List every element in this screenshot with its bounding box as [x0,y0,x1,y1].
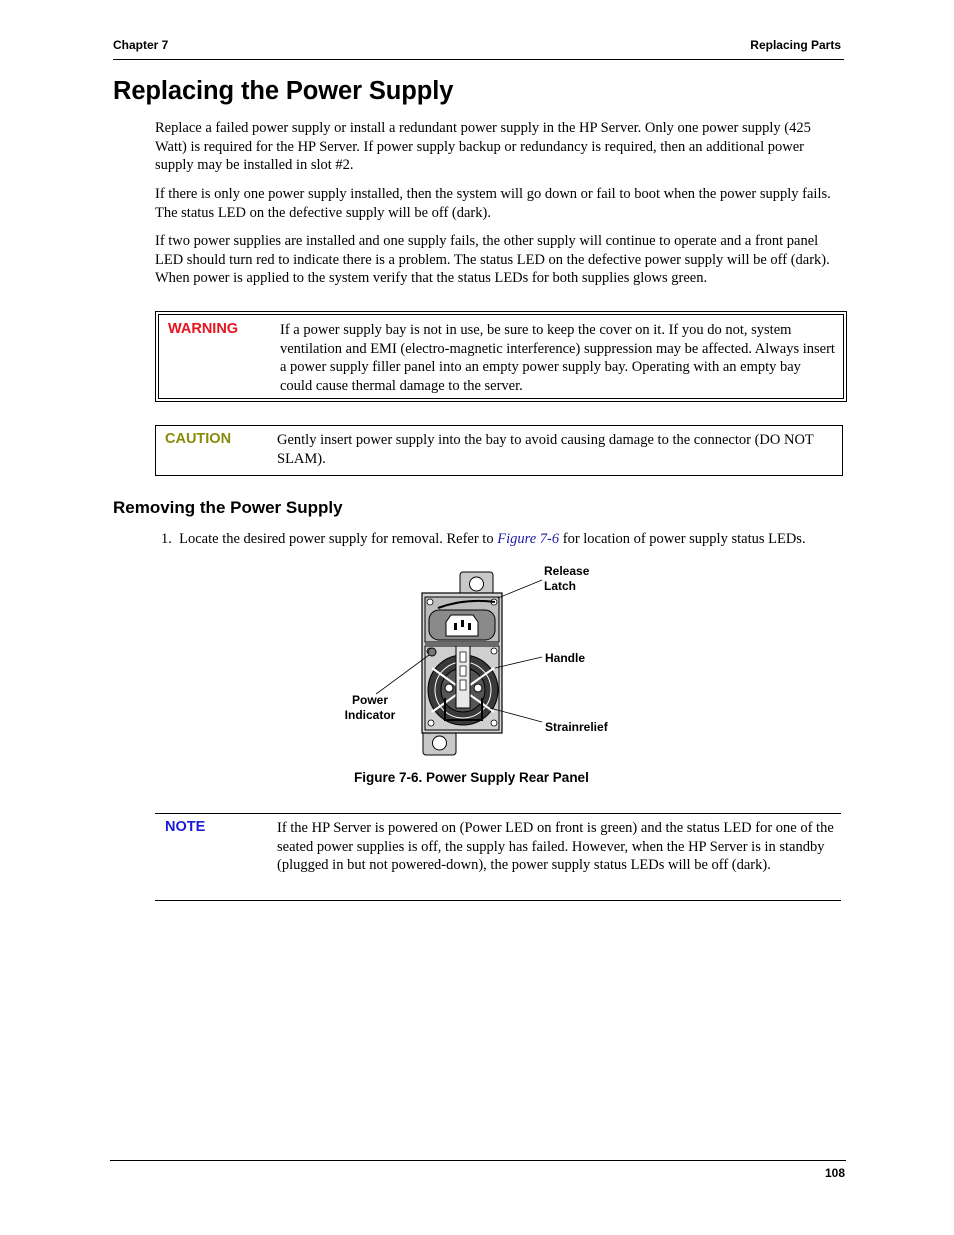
section-label: Replacing Parts [750,38,841,52]
chapter-label: Chapter 7 [113,38,169,52]
header-rule [113,59,844,60]
figure-link[interactable]: Figure 7-6 [497,531,560,547]
warning-text: If a power supply bay is not in use, be sure to keep the cover on it. If you do not, system ventilation and EMI (electro-magnetic interference) suppression may be affected. Always insert a power supply filler panel into an empty power supply bay. Operating with an empty bay could cause thermal damage to the server. [280,322,835,395]
caution-label: CAUTION [165,431,232,447]
power-supply-figure [330,560,630,765]
release-label-line1: Release [544,564,590,578]
note-label: NOTE [165,819,206,835]
note-bottom-rule [155,900,841,901]
release-latch-label [544,564,589,594]
note-top-rule [155,813,841,814]
intro-paragraph-3: If two power supplies are installed and one supply fails, the other supply will continue to operate and a front panel LED should turn red to indicate there is a problem. The status LED on the defective power supply will be off (dark). When power is applied to the system verify that the status LEDs for both supplies glows green. [155,233,830,287]
page-number: 108 [824,1166,845,1180]
power-indicator-label [343,693,397,723]
intro-paragraph-1: Replace a failed power supply or install a redundant power supply in the HP Server. Only one power supply (425 Watt) is required for the HP Server. If power supply backup or redundancy is required, then an additional power supply may be installed in slot #2. [155,120,811,174]
note-text: If the HP Server is powered on (Power LED on front is green) and the status LED for one of the seated power supplies is off, the supply has failed. However, when the HP Server is in standby (plugged in but not powered-down), the power supply status LEDs will be off (dark). [277,820,834,874]
step-text-before: Locate the desired power supply for removal. Refer to [179,531,498,547]
step-1 [161,530,806,549]
warning-box [155,311,847,402]
step-number: 1. [161,531,172,547]
power-label-line2: Indicator [344,708,396,722]
caution-text: Gently insert power supply into the bay to avoid causing damage to the connector (DO NOT SLAM). [277,432,814,467]
strainrelief-label: Strainrelief [545,720,608,734]
warning-label: WARNING [168,321,239,337]
release-label-line2: Latch [544,579,577,593]
section-heading: Removing the Power Supply [113,498,343,517]
page-title: Replacing the Power Supply [113,77,454,105]
step-text-after: for location of power supply status LEDs. [559,531,806,547]
intro-paragraph-2: If there is only one power supply installed, then the system will go down or fail to boot when the power supply fails. The status LED on the defective supply will be off (dark). [155,186,831,221]
figure-caption: Figure 7-6. Power Supply Rear Panel [354,770,589,785]
power-label-line1: Power [351,693,388,707]
caution-box [155,425,843,476]
footer-rule [110,1160,846,1161]
handle-label: Handle [545,651,586,665]
